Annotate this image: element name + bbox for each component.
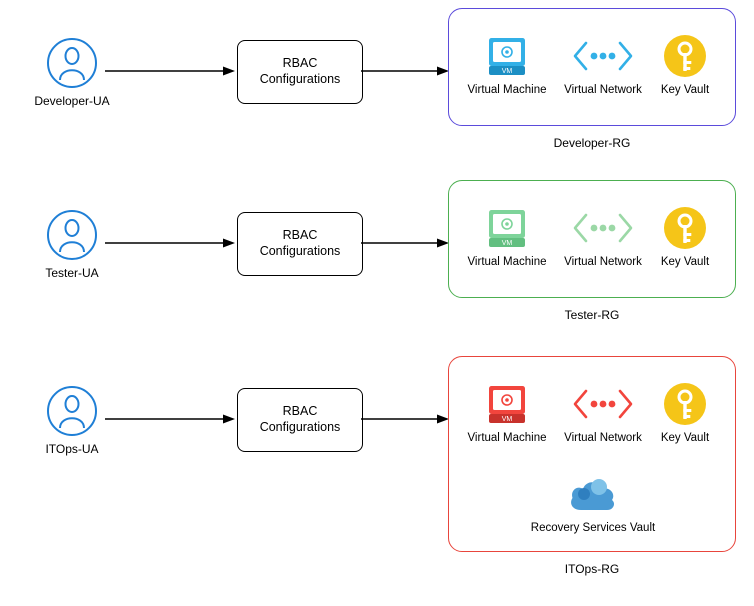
resource-group-label-itops: ITOps-RG [564,562,620,576]
rbac-line-2: Configurations [259,72,341,86]
rbac-line-2: Configurations [259,244,341,258]
key-vault-icon [637,203,733,253]
user-icon [47,210,97,260]
actor-label: Tester-UA [45,266,99,280]
resource-recovery-services-vault [508,469,678,534]
user-icon-svg [49,388,95,434]
resource-label: Virtual Machine [467,432,547,444]
user-icon-svg [49,212,95,258]
arrow-actor-to-rbac [105,65,235,77]
virtual-machine-icon [459,203,555,253]
resource-label: Virtual Network [564,432,642,444]
arrow-rbac-to-group [361,413,449,425]
resource-group-label-tester: Tester-RG [564,308,620,322]
rbac-configurations-box-developer [237,40,363,104]
resource-label: Key Vault [660,256,710,268]
rbac-configurations-box-itops [237,388,363,452]
resource-label: Virtual Network [564,84,642,96]
arrow-actor-to-rbac [105,413,235,425]
rbac-configurations-box-tester [237,212,363,276]
resource-group-label-developer: Developer-RG [553,136,631,150]
user-icon [47,38,97,88]
resource-label: Key Vault [660,84,710,96]
svg-text:VM: VM [501,240,513,247]
diagram-row-itops [0,348,754,606]
resource-group-developer [448,8,736,126]
user-icon-svg [49,40,95,86]
resource-label: Virtual Machine [467,84,547,96]
resource-label: Recovery Services Vault [530,522,656,534]
actor-label: ITOps-UA [45,442,99,456]
svg-text:VM: VM [501,68,513,75]
rbac-line-2: Configurations [259,420,341,434]
resource-virtual-machine [459,31,555,96]
virtual-machine-icon [459,379,555,429]
resource-virtual-machine [459,379,555,444]
rbac-line-1: RBAC [282,56,318,71]
actor-label: Developer-UA [34,94,110,108]
key-vault-icon [637,379,733,429]
user-icon [47,386,97,436]
resource-label: Key Vault [660,432,710,444]
resource-key-vault [637,203,733,268]
diagram-row-tester [0,172,754,362]
diagram-row-developer [0,0,754,190]
virtual-machine-icon [459,31,555,81]
rbac-line-1: RBAC [282,404,318,419]
resource-group-tester [448,180,736,298]
resource-key-vault [637,379,733,444]
arrow-actor-to-rbac [105,237,235,249]
recovery-services-vault-icon [508,469,678,519]
key-vault-icon [637,31,733,81]
arrow-rbac-to-group [361,65,449,77]
resource-label: Virtual Machine [467,256,547,268]
resource-label: Virtual Network [564,256,642,268]
resource-key-vault [637,31,733,96]
rbac-line-1: RBAC [282,228,318,243]
svg-text:VM: VM [501,416,513,423]
resource-virtual-machine [459,203,555,268]
arrow-rbac-to-group [361,237,449,249]
resource-group-itops [448,356,736,552]
